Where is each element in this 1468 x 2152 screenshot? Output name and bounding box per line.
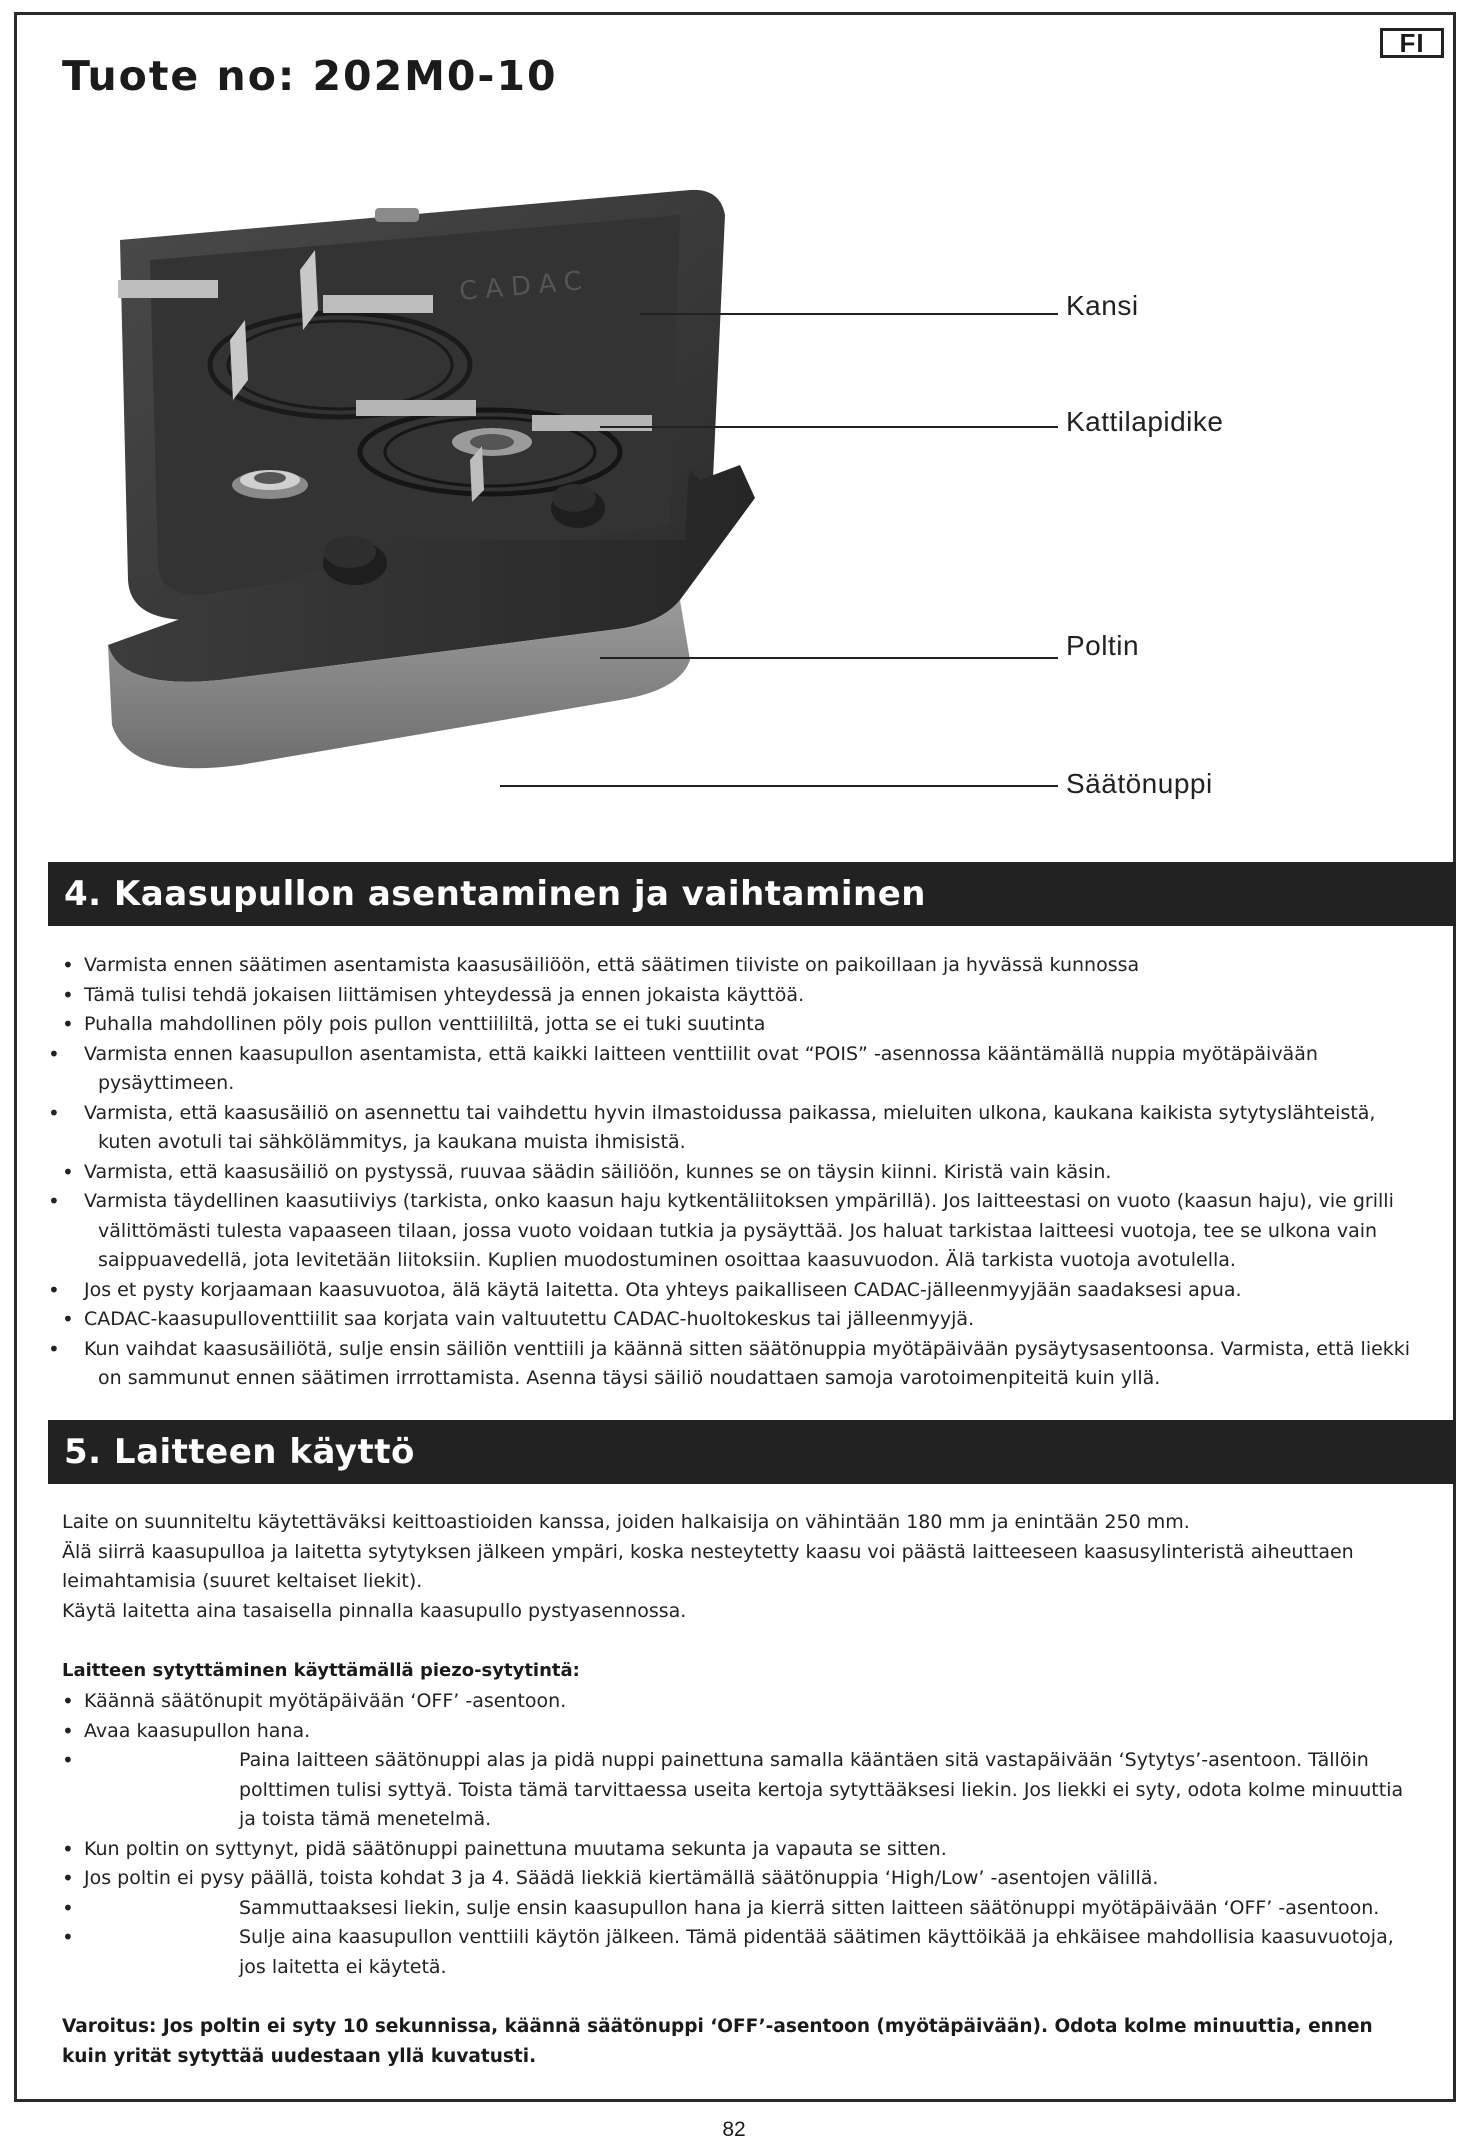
list-item: • Jos poltin ei pysy päällä, toista kohdat 3 ja 4. Säädä liekkiä kiertämällä säätönuppia ‘High/Low’ -asentojen välillä. bbox=[62, 1864, 1422, 1894]
intro-line: Käytä laitetta aina tasaisella pinnalla kaasupullo pystyasennossa. bbox=[62, 1599, 687, 1622]
step-text: • Sammuttaaksesi liekin, sulje ensin kaasupullon hana ja kierrä sitten laitteen säätönuppi myötäpäivään ‘OFF’ -asentoon. bbox=[239, 1896, 1380, 1919]
ignition-heading: Laitteen sytyttäminen käyttämällä piezo-sytytintä: bbox=[62, 1660, 580, 1681]
language-badge: FI bbox=[1380, 28, 1444, 58]
list-item bbox=[62, 1746, 1422, 1835]
stove-illustration bbox=[100, 180, 960, 840]
list-item: • Varmista, että kaasusäiliö on asennettu tai vaihdettu hyvin ilmastoidussa paikassa, mieluiten ulkona, kaukana kaikista sytytyslähteistä, kuten avotuli tai sähkölämmitys, ja kaukana muista ihmisistä. bbox=[62, 1099, 1422, 1158]
callout-line-kattilapidike bbox=[600, 426, 1058, 428]
list-item: • Jos et pysty korjaamaan kaasuvuotoa, älä käytä laitetta. Ota yhteys paikalliseen CADAC-jälleenmyyjään saadaksesi apua. bbox=[62, 1276, 1422, 1306]
page-number: 82 bbox=[722, 2118, 746, 2141]
callout-line-kansi bbox=[640, 313, 1058, 315]
section-4-heading: 4. Kaasupullon asentaminen ja vaihtaminen bbox=[48, 862, 1456, 926]
list-item: • Kun vaihdat kaasusäiliötä, sulje ensin säiliön venttiili ja käännä sitten säätönuppia myötäpäivään pysäytysasentoonsa. Varmista, että liekki on sammunut ennen säätimen irrrottamista. Asenna täysi säiliö noudattaen samoja varotoimenpiteitä kuin yllä. bbox=[62, 1335, 1422, 1394]
callout-line-poltin bbox=[600, 657, 1058, 659]
callout-kattilapidike: Kattilapidike bbox=[1066, 406, 1224, 437]
list-item: • Kun poltin on syttynyt, pidä säätönuppi painettuna muutama sekunta ja vapauta se sitten. bbox=[62, 1835, 1422, 1865]
step-text: • Paina laitteen säätönuppi alas ja pidä nuppi painettuna samalla kääntäen sitä vastapäivään ‘Sytytys’-asentoon. Tällöin polttimen tulisi syttyä. Toista tämä tarvittaessa useita kertoja sytyttääksesi liekin. Jos liekki ei syty, odota kolme minuuttia ja toista tämä menetelmä. bbox=[239, 1749, 1404, 1830]
list-item bbox=[62, 1923, 1422, 1982]
list-item: • Varmista, että kaasusäiliö on pystyssä, ruuvaa säädin säiliöön, kunnes se on täysin kiinni. Kiristä vain käsin. bbox=[62, 1158, 1422, 1188]
warning-note: Varoitus: Jos poltin ei syty 10 sekunnissa, käännä säätönuppi ‘OFF’-asentoon (myötäpäivään). Odota kolme minuuttia, ennen kuin yrität sytyttää uudestaan yllä kuvatusti. bbox=[62, 2016, 1373, 2067]
list-item: • Varmista täydellinen kaasutiiviys (tarkista, onko kaasun haju kytkentäliitoksen ympärillä). Jos laitteestasi on vuoto (kaasun haju), vie grilli välittömästi tulesta vapaaseen tilaan, jossa vuoto voidaan tutkia ja pysäyttää. Jos haluat tarkistaa laitteesi vuotoja, tee se ulkona vain saippuavedellä, jota levitetään liitoksiin. Kuplien muodostuminen osoittaa kaasuvuodon. Älä tarkista vuotoja avotulella. bbox=[62, 1187, 1422, 1276]
list-item: • Puhalla mahdollinen pöly pois pullon venttiililtä, jotta se ei tuki suutinta bbox=[62, 1010, 1422, 1040]
callout-saatonuppi: Säätönuppi bbox=[1066, 768, 1213, 799]
list-item: • Avaa kaasupullon hana. bbox=[62, 1717, 1422, 1747]
callout-poltin: Poltin bbox=[1066, 630, 1140, 661]
list-item: • Varmista ennen säätimen asentamista kaasusäiliöön, että säätimen tiiviste on paikoillaan ja hyvässä kunnossa bbox=[62, 951, 1422, 981]
ignition-steps bbox=[62, 1687, 1422, 1982]
step-text: • Sulje aina kaasupullon venttiili käytön jälkeen. Tämä pidentää säätimen käyttöikää ja ehkäisee mahdollisia kaasuvuotoja, jos laitetta ei käytetä. bbox=[239, 1926, 1394, 1978]
intro-line: Laite on suunniteltu käytettäväksi keittoastioiden kanssa, joiden halkaisija on vähintään 180 mm ja enintään 250 mm. bbox=[62, 1511, 1190, 1533]
section-5-heading: 5. Laitteen käyttö bbox=[48, 1420, 1456, 1484]
list-item bbox=[62, 1894, 1422, 1924]
list-item: • Varmista ennen kaasupullon asentamista, että kaikki laitteen venttiilit ovat “POIS” -asennossa kääntämällä nuppia myötäpäivään pysäyttimeen. bbox=[62, 1040, 1422, 1099]
lid-brand: CADAC bbox=[457, 265, 592, 307]
list-item: • Tämä tulisi tehdä jokaisen liittämisen yhteydessä ja ennen jokaista käyttöä. bbox=[62, 981, 1422, 1011]
product-title: Tuote no: 202M0-10 bbox=[62, 52, 558, 100]
callout-kansi: Kansi bbox=[1066, 290, 1139, 321]
callout-line-saatonuppi bbox=[500, 785, 1058, 787]
section-4-list bbox=[62, 951, 1422, 1394]
section-5-intro bbox=[62, 1508, 1422, 1626]
intro-line: Älä siirrä kaasupulloa ja laitetta sytytyksen jälkeen ympäri, koska nesteytetty kaasu voi päästä laitteeseen kaasusylinteristä aiheuttaen leimahtamisia (suuret keltaiset liekit). bbox=[62, 1540, 1354, 1592]
list-item: • Käännä säätönupit myötäpäivään ‘OFF’ -asentoon. bbox=[62, 1687, 1422, 1717]
list-item: • CADAC-kaasupulloventtiilit saa korjata vain valtuutettu CADAC-huoltokeskus tai jälleenmyyjä. bbox=[62, 1305, 1422, 1335]
